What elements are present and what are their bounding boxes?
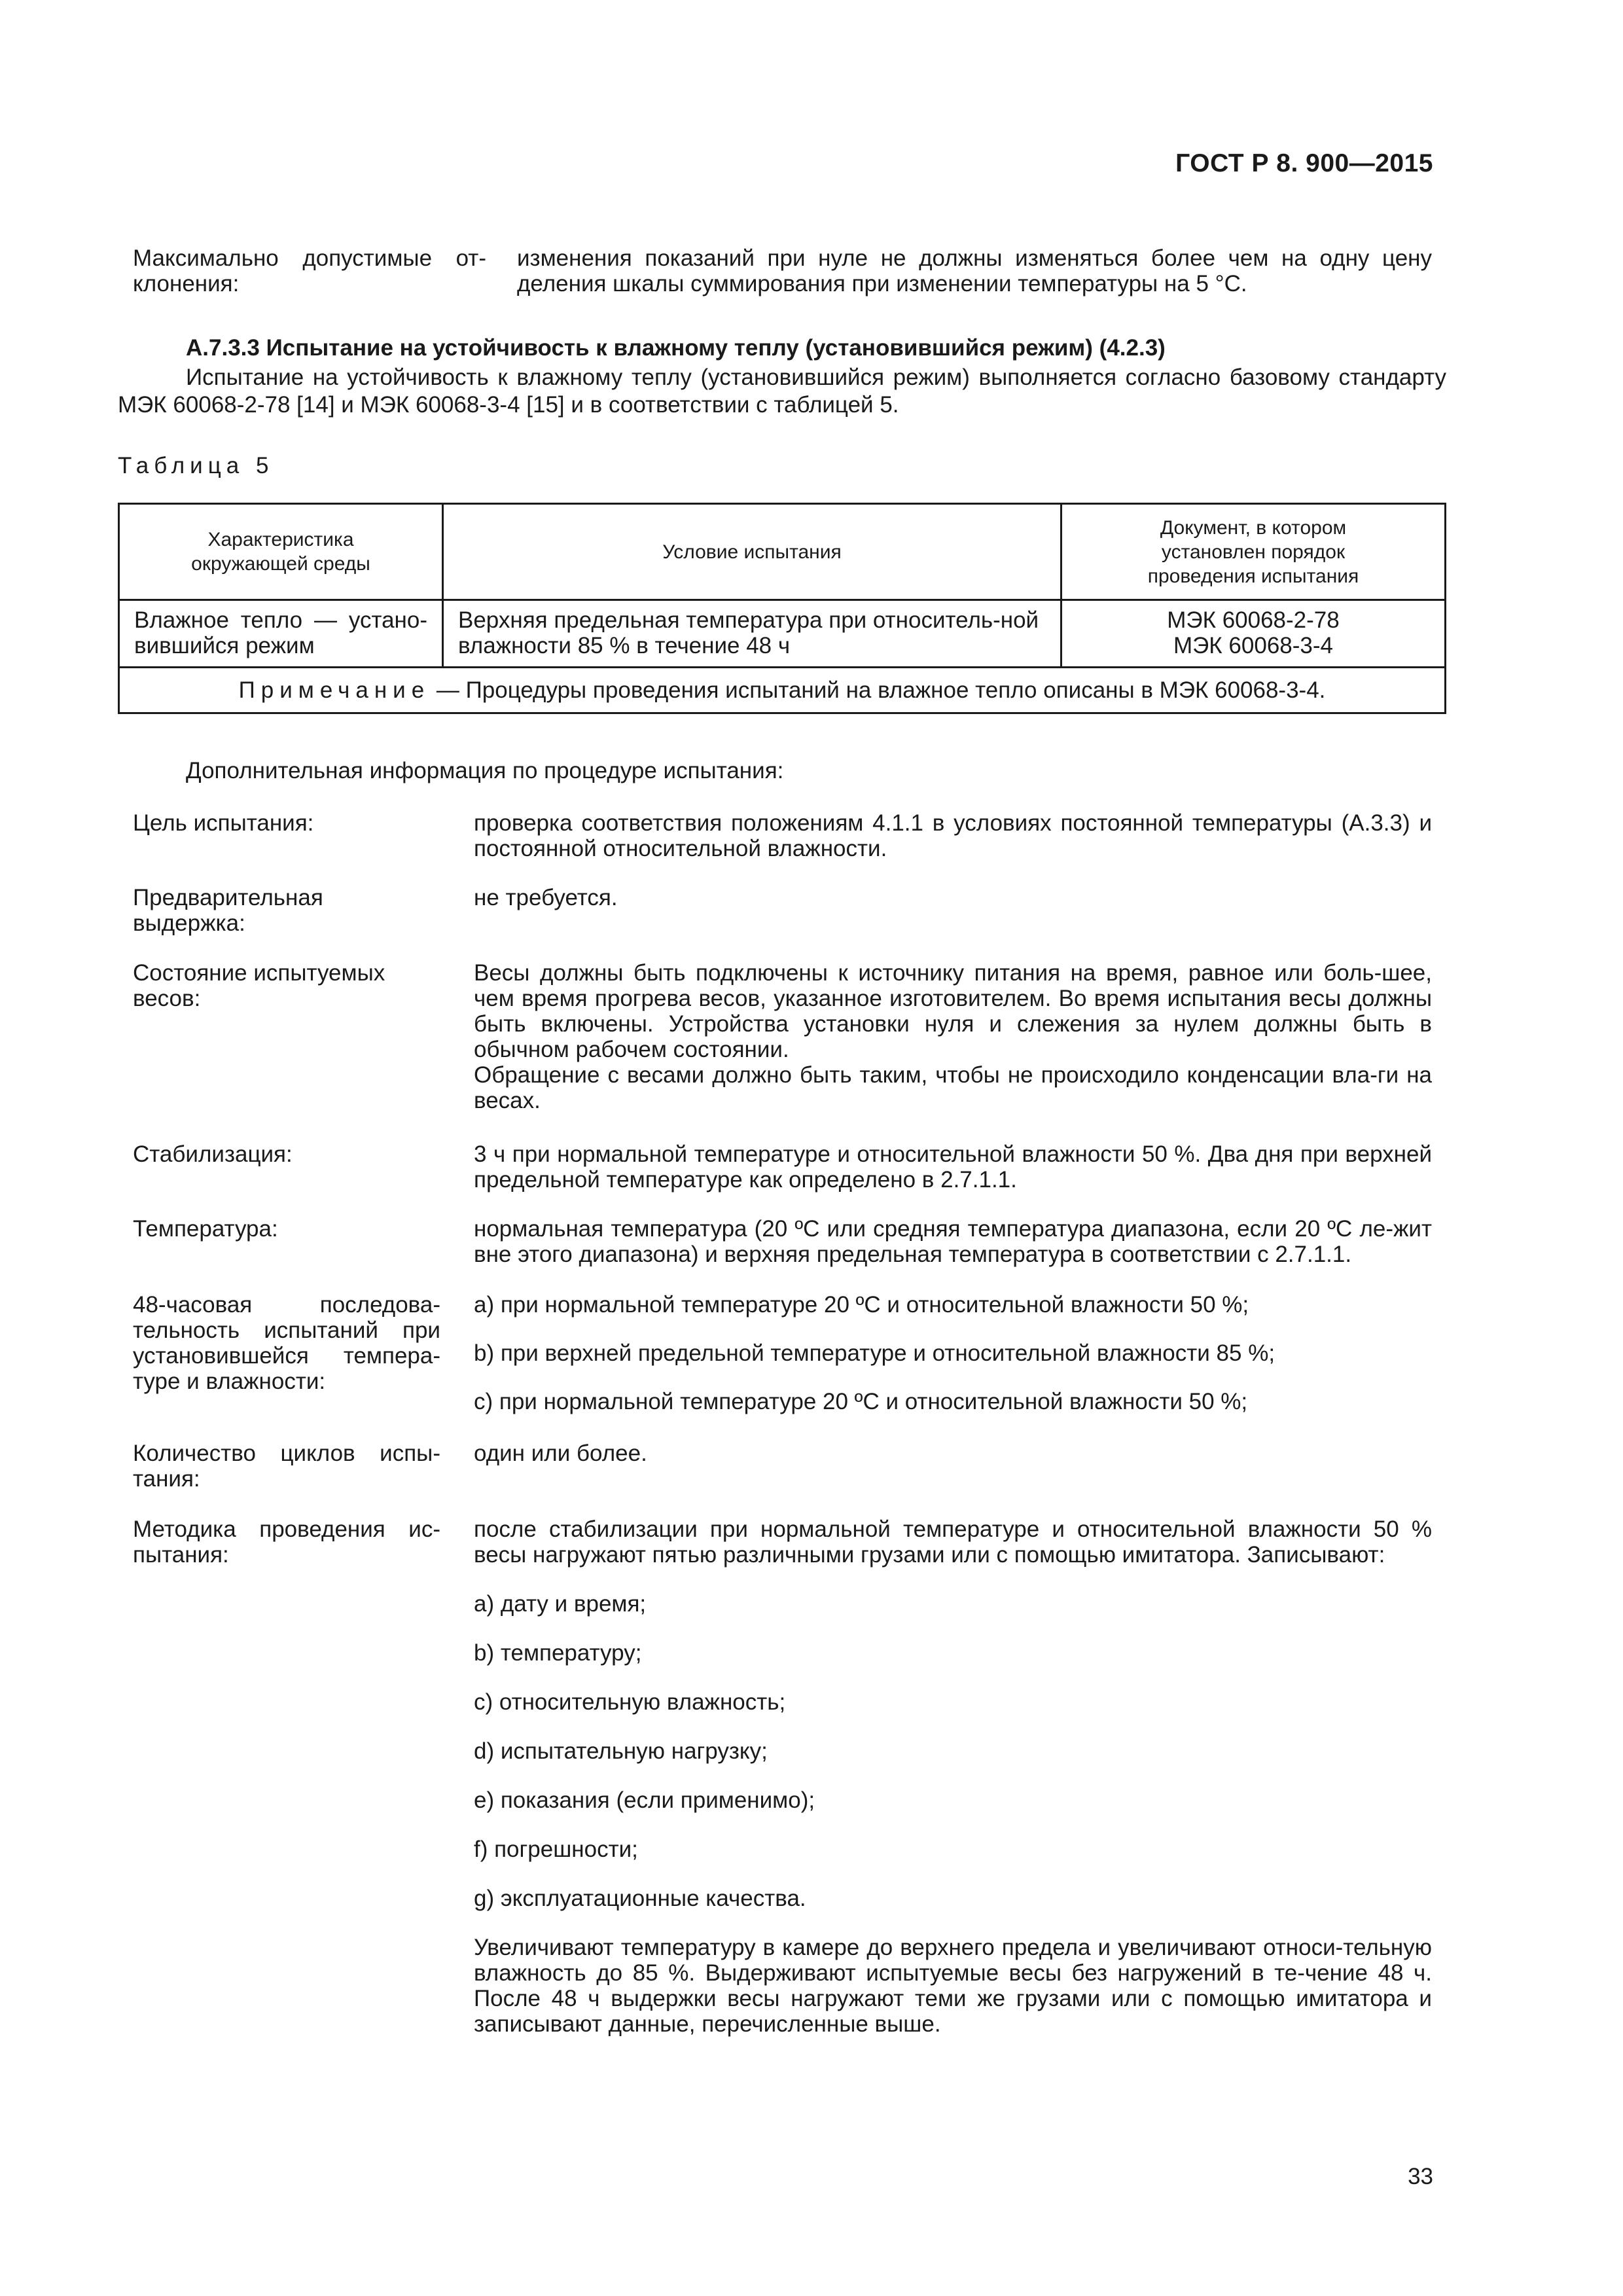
table-cell: Влажное тепло — устано-вившийся режим	[119, 600, 443, 668]
info-value: нормальная температура (20 ºС или средняя температура диапазона, если 20 ºС ле-жит вне этого диапазона) и верхняя предельная температура в соответствии с 2.7.1.1.	[474, 1216, 1432, 1267]
info-list-item: d) испытательную нагрузку;	[474, 1738, 768, 1764]
document-id-header: ГОСТ Р 8. 900—2015	[1175, 149, 1433, 177]
table-note	[119, 668, 1446, 713]
info-value-list	[474, 1292, 1432, 1414]
info-list-item: b) температуру;	[474, 1640, 642, 1666]
info-value: проверка соответствия положениям 4.1.1 в условиях постоянной температуры (А.3.3) и постоянной относительной влажности.	[474, 810, 1432, 861]
intro-value: изменения показаний при нуле не должны изменяться более чем на одну цену деления шкалы суммирования при изменении температуры на 5 °С.	[517, 245, 1432, 296]
info-value: не требуется.	[474, 885, 618, 910]
info-value-paragraph: Увеличивают температуру в камере до верхнего предела и увеличивают относи-тельную влажность до 85 %. Выдерживают испытуемые весы без нагружений в те-чение 48 ч. После 48 ч выдержки весы нагружают теми же грузами или с помощью имитатора и записывают данные, перечисленные выше.	[474, 1935, 1432, 2037]
info-label: 48-часовая последова-тельность испытаний при установившейся темпера-туре и влажности:	[133, 1292, 440, 1394]
info-list-item: b) при верхней предельной температуре и относительной влажности 85 %;	[474, 1340, 1275, 1366]
info-label: Стабилизация:	[133, 1141, 293, 1167]
info-list-item: a) дату и время;	[474, 1591, 647, 1617]
info-list-item: a) при нормальной температуре 20 ºС и относительной влажности 50 %;	[474, 1292, 1249, 1318]
table-header-cell	[119, 504, 443, 600]
info-value-paragraph: после стабилизации при нормальной температуре и относительной влажности 50 % весы нагружают пятью различными грузами или с помощью имитатора. Записывают:	[474, 1516, 1432, 1568]
info-value	[474, 1516, 1432, 2037]
page-number: 33	[1408, 2164, 1433, 2189]
info-label: Температура:	[133, 1216, 278, 1242]
info-list-item: f) погрешности;	[474, 1837, 638, 1862]
info-value: один или более.	[474, 1441, 647, 1466]
info-value-paragraph: Весы должны быть подключены к источнику питания на время, равное или боль-шее, чем время прогрева весов, указанное изготовителем. Во время испытания весы должны быть включены. Устройства установки нуля и слежения за нулем должны быть в обычном рабочем состоянии.	[474, 960, 1432, 1062]
table-header-row	[119, 504, 1446, 600]
info-label: Состояние испытуемых весов:	[133, 960, 385, 1011]
note-text: — Процедуры проведения испытаний на влажное тепло описаны в МЭК 60068-3-4.	[430, 677, 1326, 703]
intro-label: Максимально допустимые от-клонения:	[133, 245, 486, 296]
table-header-text: Характеристика окружающей среды	[191, 529, 370, 575]
table-cell	[1061, 600, 1446, 668]
table-note-row	[119, 668, 1446, 713]
table-row	[119, 600, 1446, 668]
info-label: Количество циклов испы-тания:	[133, 1441, 440, 1492]
section-title: А.7.3.3 Испытание на устойчивость к влажному теплу (установившийся режим) (4.2.3)	[186, 335, 1166, 361]
info-value-paragraph: Обращение с весами должно быть таким, чтобы не происходило конденсации вла-ги на весах.	[474, 1062, 1432, 1113]
table-header-cell	[1061, 504, 1446, 600]
table-cell: Верхняя предельная температура при относитель-ной влажности 85 % в течение 48 ч	[443, 600, 1061, 668]
info-intro: Дополнительная информация по процедуре испытания:	[186, 758, 784, 783]
info-label: Методика проведения ис-пытания:	[133, 1516, 440, 1568]
info-value	[474, 960, 1432, 1113]
info-list-item: g) эксплуатационные качества.	[474, 1886, 806, 1911]
table-header-cell: Условие испытания	[443, 504, 1061, 600]
table-cell-line: МЭК 60068-3-4	[1173, 633, 1333, 658]
info-label: Предварительная выдержка:	[133, 885, 323, 936]
table-cell-line: МЭК 60068-2-78	[1167, 607, 1340, 633]
table-header-text: Документ, в котором установлен порядок проведения испытания	[1147, 516, 1359, 587]
info-list-item: e) показания (если применимо);	[474, 1787, 815, 1813]
info-list-item: c) относительную влажность;	[474, 1689, 786, 1715]
section-body: Испытание на устойчивость к влажному теплу (установившийся режим) выполняется согласно базовому стандарту МЭК 60068-2-78 [14] и МЭК 60068-3-4 [15] и в соответствии с таблицей 5.	[118, 365, 1446, 418]
info-list-item: c) при нормальной температуре 20 ºС и относительной влажности 50 %;	[474, 1389, 1248, 1414]
table-caption: Таблица 5	[118, 453, 274, 478]
info-label: Цель испытания:	[133, 810, 314, 836]
info-value: 3 ч при нормальной температуре и относительной влажности 50 %. Два дня при верхней предельной температуре как определено в 2.7.1.1.	[474, 1141, 1432, 1193]
table-5	[118, 503, 1446, 714]
note-label: Примечание	[238, 677, 431, 703]
